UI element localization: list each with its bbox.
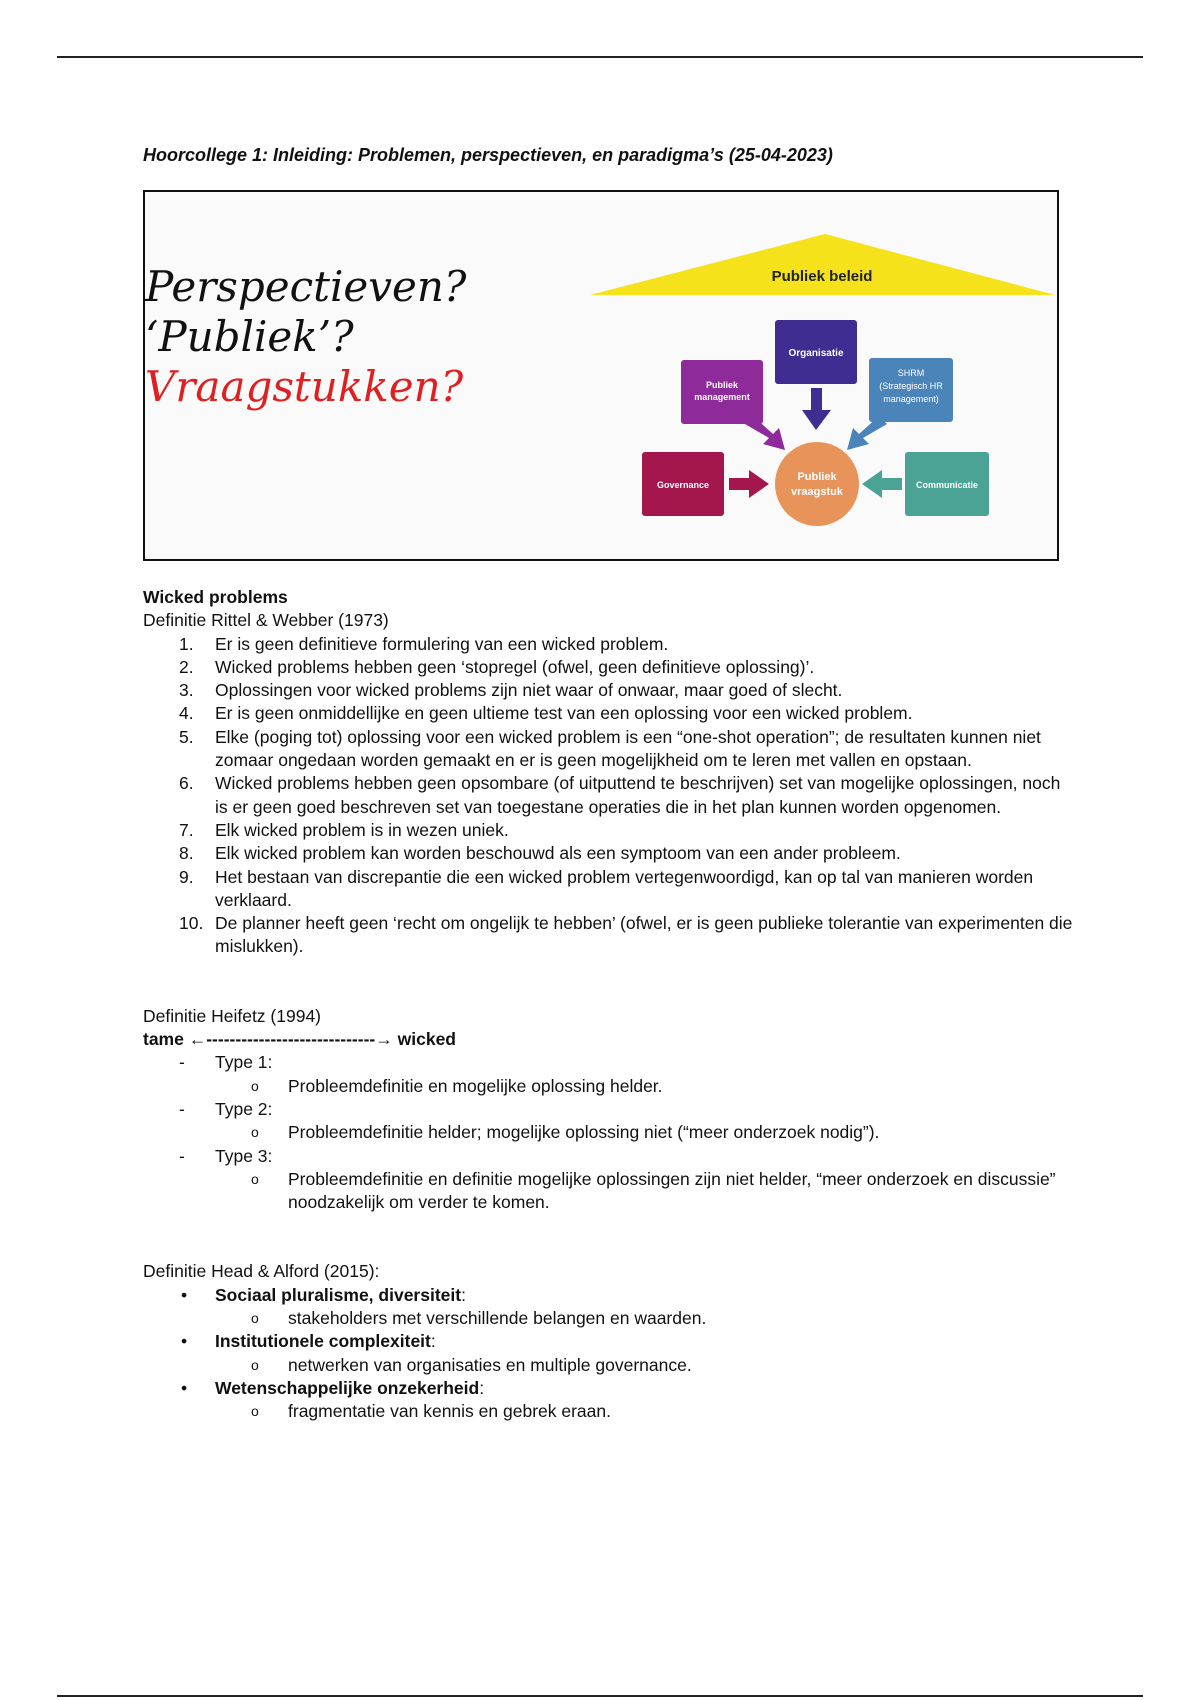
dash-marker: - [179,1098,185,1119]
slide-line-publiek: ‘Publiek’? [145,312,354,361]
sub-item-text: fragmentatie van kennis en gebrek eraan. [288,1401,611,1422]
list-item [143,656,1073,679]
rittel-webber-intro: Definitie Rittel & Webber (1973) [143,610,389,631]
bullet-marker: • [181,1331,188,1352]
box-shrm-label-3: management) [883,394,939,404]
slide-line-vraagstukken: Vraagstukken? [145,362,464,411]
circle-marker: o [251,1077,259,1094]
circle-marker: o [251,1170,259,1187]
type-description: Probleemdefinitie helder; mogelijke oplossing niet (“meer onderzoek nodig”). [288,1122,880,1143]
circle-marker: o [251,1356,259,1373]
arrow-organisatie-down [802,388,831,430]
section-heading-wicked-problems: Wicked problems [143,587,288,607]
document-body [143,586,1073,1424]
list-item [143,772,1073,819]
bullet-colon: : [461,1284,466,1305]
bullet-label: Sociaal pluralisme, diversiteit [215,1284,462,1305]
list-item [143,1400,1073,1423]
list-item [143,819,1073,842]
arrow-shrm-diag [847,416,887,450]
tame-label: tame [143,1029,184,1050]
list-number: 8. [179,843,194,864]
list-number: 9. [179,866,194,887]
circle-marker: o [251,1403,259,1420]
list-number: 5. [179,726,194,747]
list-item [143,1051,1073,1074]
footer-rule [57,1695,1143,1697]
list-item [143,1330,1073,1353]
box-shrm-label-1: SHRM [897,368,925,378]
sub-item-text: netwerken van organisaties en multiple governance. [288,1354,692,1375]
list-number: 2. [179,656,194,677]
bullet-marker: • [181,1377,188,1398]
sub-item-text: stakeholders met verschillende belangen en waarden. [288,1308,707,1329]
list-number: 7. [179,819,194,840]
bullet-label: Institutionele complexiteit [215,1331,431,1352]
section-spacer [143,959,1073,1005]
type-description: Probleemdefinitie en mogelijke oplossing helder. [288,1075,663,1096]
list-number: 4. [179,703,194,724]
list-item [143,726,1073,773]
center-circle-publiek-vraagstuk [775,442,859,526]
box-publiek-management-label-1: Publiek [705,380,739,390]
list-item [143,702,1073,725]
list-item [143,1354,1073,1377]
list-item [143,1098,1073,1121]
list-item [143,1284,1073,1307]
type-label: Type 3: [215,1145,273,1166]
list-item [143,1168,1073,1215]
list-text: Wicked problems hebben geen opsombare (of uitputtend te beschrijven) set van mogelijke oplossingen, noch is er geen goed beschreven set van toegestane operaties die in het plan kunnen worden opgenomen. [215,773,1061,817]
list-text: Oplossingen voor wicked problems zijn niet waar of onwaar, maar goed of slecht. [215,680,843,701]
roof-triangle [590,234,1055,295]
dash-marker: - [179,1052,185,1073]
page-title: Hoorcollege 1: Inleiding: Problemen, perspectieven, en paradigma’s (25-04-2023) [143,145,833,165]
list-item [143,912,1073,959]
arrow-publiek-management-diag [745,416,785,450]
bullet-marker: • [181,1284,188,1305]
slide-line-perspectieven: Perspectieven? [145,262,467,311]
list-text: Wicked problems hebben geen ‘stopregel (ofwel, geen definitieve oplossing)’. [215,656,815,677]
list-text: Er is geen onmiddellijke en geen ultieme test van een oplossing voor een wicked problem. [215,703,913,724]
type-label: Type 1: [215,1052,273,1073]
tame-wicked-scale [143,1028,1073,1051]
list-item [143,866,1073,913]
list-text: Elk wicked problem is in wezen uniek. [215,819,509,840]
rittel-webber-list [143,633,1073,959]
center-label-1: Publiek [797,471,837,483]
box-communicatie-label: Communicatie [915,480,979,490]
circle-marker: o [251,1124,259,1141]
heifetz-intro: Definitie Heifetz (1994) [143,1005,321,1026]
center-label-2: vraagstuk [791,486,843,498]
bullet-label: Wetenschappelijke onzekerheid [215,1377,480,1398]
lecture-slide-image [143,190,1059,561]
list-item [143,1377,1073,1400]
box-governance-label: Governance [656,480,710,490]
type-label: Type 2: [215,1098,273,1119]
wicked-label: wicked [397,1029,456,1050]
type-description: Probleemdefinitie en definitie mogelijke oplossingen zijn niet helder, “meer onderzoek en discussie” noodzakelijk om verder te komen. [288,1168,1056,1213]
arrow-governance-right [729,470,769,498]
section-spacer [143,1214,1073,1260]
list-number: 10. [179,913,204,934]
arrow-communicatie-left [862,470,902,498]
header-rule [57,56,1143,58]
list-text: Elk wicked problem kan worden beschouwd als een symptoom van een ander probleem. [215,843,901,864]
list-item [143,1145,1073,1168]
list-item [143,1075,1073,1098]
list-item [143,842,1073,865]
double-arrow: ←-----------------------------→ [188,1029,393,1050]
list-item [143,1307,1073,1330]
slide-diagram [145,192,1059,561]
list-number: 3. [179,680,194,701]
head-alford-intro: Definitie Head & Alford (2015): [143,1261,380,1282]
roof-label: Publiek beleid [771,268,873,285]
box-organisatie-label: Organisatie [788,348,844,359]
box-shrm-label-2: (Strategisch HR [879,381,943,391]
dash-marker: - [179,1145,185,1166]
list-number: 6. [179,773,194,794]
list-item [143,1121,1073,1144]
list-number: 1. [179,633,194,654]
list-text: De planner heeft geen ‘recht om ongelijk te hebben’ (ofwel, er is geen publieke tolerantie van experimenten die mislukken). [215,913,1073,957]
list-text: Het bestaan van discrepantie die een wicked problem vertegenwoordigd, kan op tal van manieren worden verklaard. [215,866,1034,910]
bullet-colon: : [479,1377,485,1398]
box-publiek-management-label-2: management [694,392,750,402]
bullet-colon: : [430,1331,436,1352]
list-text: Er is geen definitieve formulering van een wicked problem. [215,633,669,654]
circle-marker: o [251,1310,259,1327]
list-item [143,679,1073,702]
list-item [143,633,1073,656]
list-text: Elke (poging tot) oplossing voor een wicked problem is een “one-shot operation”; de resultaten kunnen niet zomaar ongedaan worden gemaakt en er is geen mogelijkheid om te leren met vallen en opstaan. [215,726,1041,771]
